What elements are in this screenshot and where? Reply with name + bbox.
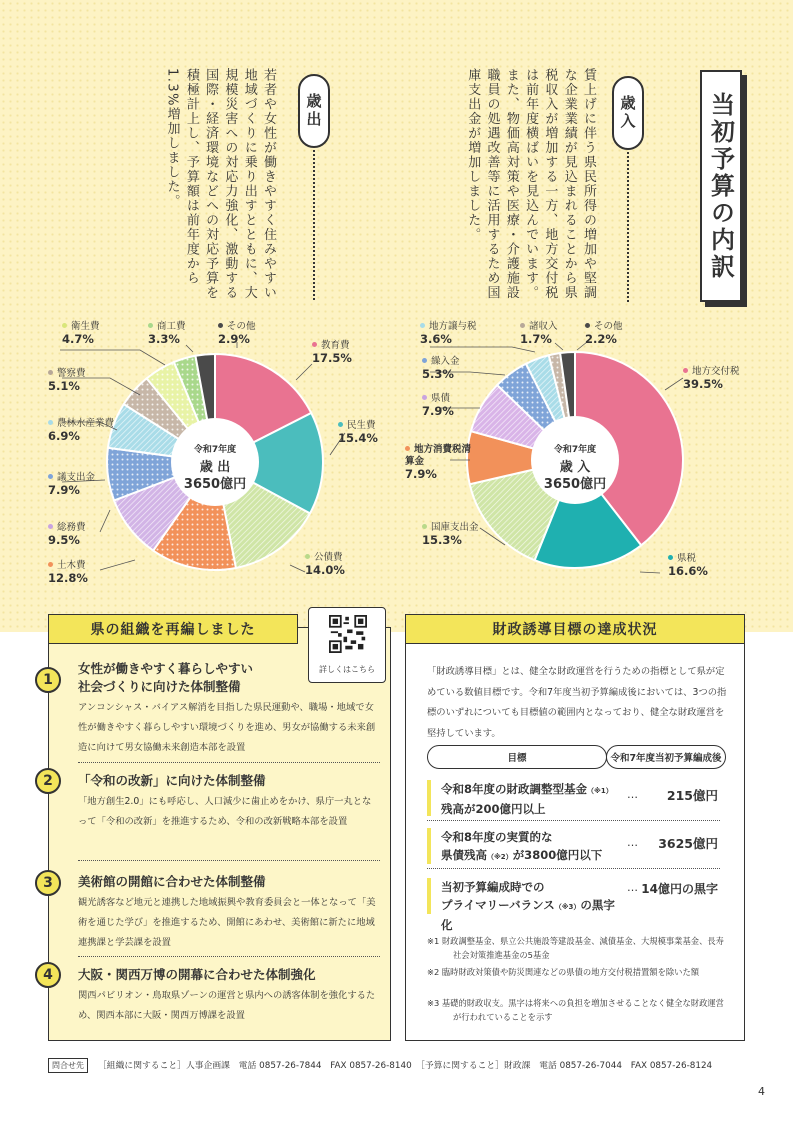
exp-dot-minsei [338, 422, 343, 427]
exp-pct-eisei: 4.7% [62, 332, 94, 346]
page-title: 当初予算の内訳 [700, 70, 742, 302]
revenue-text: 賃上げに伴う県民所得の増加や堅調な企業業績が見込まれることから県税収入が増加する一方、地方交付税は前年度横ばいを見込んでいます。また、物価高対策や医療・介護施設職員の処遇改善等に活用するため国庫支出金が増加しました。 [465, 68, 596, 300]
exp-pct-somu: 9.5% [48, 533, 80, 547]
expenditure-center-amount: 3650億円 [183, 477, 247, 492]
exp-name-kyoiku: 教育費 [321, 340, 350, 351]
rev-name-kofu: 地方交付税 [692, 366, 740, 377]
rev-label-joyo [420, 321, 477, 345]
exp-label-minsei [338, 420, 378, 444]
rev-name-joyo: 地方譲与税 [429, 321, 477, 332]
revenue-center-title: 歳 入 [559, 460, 591, 475]
org-item-1-title1: 女性が働きやすく暮らしやすい [78, 661, 254, 676]
exp-dot-other [218, 323, 223, 328]
rev-dot-kurii [422, 358, 427, 363]
rev-pct-kofu: 39.5% [683, 377, 723, 391]
goal-3-line1: 当初予算編成時での [441, 880, 545, 894]
expenditure-center-title: 歳 出 [199, 460, 231, 475]
rev-pct-kenzei: 16.6% [668, 564, 708, 578]
exp-name-eisei: 衛生費 [71, 321, 100, 332]
org-num-3: 3 [35, 870, 61, 896]
rev-name-kurii: 繰入金 [431, 356, 460, 367]
goal-1-mark1: （※1） [587, 787, 613, 795]
exp-name-kosai: 公債費 [314, 552, 343, 563]
expenditure-center-label [170, 442, 260, 493]
rev-name-shoshu: 諸収入 [529, 321, 558, 332]
exp-name-other: その他 [227, 321, 256, 332]
exp-name-shoko: 商工費 [157, 321, 186, 332]
rev-dot-shohizei [405, 446, 410, 451]
exp-pct-gishi: 7.9% [48, 483, 80, 497]
expenditure-pill: 歳出 [298, 74, 330, 148]
tab-result: 令和7年度当初予算編成後 [606, 745, 726, 769]
goal-2-value: 3625億円 [658, 836, 718, 851]
org-num-1: 1 [35, 667, 61, 693]
revenue-pill: 歳入 [612, 76, 644, 150]
tab-goal: 目標 [427, 745, 607, 769]
goal-1-dots: … [627, 788, 638, 801]
org-item-1-body: アンコンシャス・バイアス解消を目指した県民運動や、職場・地域で女性が働きやすく暮らしやすい環境づくりを進め、男女が協働する未来創造に向けて男女協働未来創造本部を設置 [78, 702, 376, 753]
rev-name-kokko: 国庫支出金 [431, 522, 479, 533]
org-item-2-body: 「地方創生2.0」にも呼応し、人口減少に歯止めをかけ、県庁一丸となって「令和の改新」を推進するため、令和の改新戦略本部を設置 [78, 796, 372, 827]
org-item-3 [78, 873, 378, 953]
revenue-pill-line [627, 152, 629, 302]
revenue-center-year: 令和7年度 [553, 445, 597, 455]
exp-dot-somu [48, 524, 53, 529]
goal-2-line2: 県債残高 [441, 848, 487, 862]
exp-name-norin: 農林水産業費 [57, 418, 115, 429]
org-item-3-title1: 美術館の開館に合わせた体制整備 [78, 874, 266, 889]
rev-label-kensai [422, 393, 454, 417]
rev-label-other [585, 321, 623, 345]
rev-pct-joyo: 3.6% [420, 332, 452, 346]
expenditure-pill-line [313, 150, 315, 300]
exp-dot-gishi [48, 474, 53, 479]
org-item-4-body: 関西パビリオン・鳥取県ゾーンの運営と県内への誘客体制を強化するため、関西本部に大阪・関西万博課を設置 [78, 990, 376, 1021]
goal-2-line1: 令和8年度の実質的な [441, 830, 553, 844]
rev-pct-other: 2.2% [585, 332, 617, 346]
goal-2-mark2: （※2） [487, 853, 513, 861]
page-number: 4 [758, 1085, 765, 1098]
org-item-2-title1: 「令和の改新」に向けた体制整備 [78, 773, 266, 788]
goal-1-line2: 残高が200億円以上 [441, 802, 546, 816]
rev-name-shohizei: 地方消費税清算金 [405, 444, 472, 467]
expenditure-center-year: 令和7年度 [193, 445, 237, 455]
rev-label-shohizei [405, 444, 475, 480]
finance-intro: 「財政誘導目標」とは、健全な財政運営を行うための指標として県が定めている数値目標です。令和7年度当初予算編成後においては、3つの指標のいずれについても目標値の範囲内となっており、健全な財政運営を堅持しています。 [427, 666, 727, 739]
exp-label-norin [48, 418, 114, 442]
org-separator [78, 860, 380, 861]
qr-code-icon[interactable] [329, 615, 367, 653]
goal-row-3 [427, 878, 720, 932]
goal-2-dots: … [627, 836, 638, 849]
goal-2-line2b: が3800億円以下 [512, 848, 603, 862]
goal-3-line2b: の黒字化 [441, 898, 615, 932]
rev-label-kenzei [668, 553, 708, 577]
exp-pct-kosai: 14.0% [305, 563, 345, 577]
rev-label-kokko [422, 522, 479, 546]
qr-caption[interactable]: 詳しくはこちら [319, 665, 375, 674]
exp-label-eisei [62, 321, 100, 345]
exp-dot-norin [48, 420, 53, 425]
exp-dot-kyoiku [312, 342, 317, 347]
finance-note-1: ※1 財政調整基金、県立公共施設等建設基金、減債基金、大規模事業基金、長寿社会対策推進基金の5基金 [427, 936, 724, 960]
exp-label-somu [48, 522, 86, 546]
contact-footer [48, 1058, 712, 1073]
exp-dot-kosai [305, 554, 310, 559]
rev-pct-shoshu: 1.7% [520, 332, 552, 346]
exp-pct-doboku: 12.8% [48, 571, 88, 585]
exp-pct-norin: 6.9% [48, 429, 80, 443]
exp-pct-keisatsu: 5.1% [48, 379, 80, 393]
revenue-center-label [530, 442, 620, 493]
rev-dot-shoshu [520, 323, 525, 328]
rev-dot-kofu [683, 368, 688, 373]
exp-label-shoko [148, 321, 186, 345]
exp-dot-doboku [48, 562, 53, 567]
goal-1-value: 215億円 [666, 788, 718, 803]
exp-name-gishi: 議支出金 [57, 472, 96, 483]
org-header: 県の組織を再編しました [48, 614, 298, 644]
org-num-2: 2 [35, 768, 61, 794]
rev-name-kensai: 県債 [431, 393, 451, 404]
rev-dot-joyo [420, 323, 425, 328]
exp-name-doboku: 土木費 [57, 560, 86, 571]
org-num-4: 4 [35, 962, 61, 988]
contact-text: ［組織に関すること］人事企画課 電話 0857-26-7844 FAX 0857-26-8140 ［予算に関すること］財政課 電話 0857-26-7044 FAX 0857-26-8124 [98, 1061, 713, 1071]
finance-note-3: ※3 基礎的財政収支。黒字は将来への負担を増加させることなく健全な財政運営が行われていることを示す [427, 998, 724, 1022]
rev-dot-kenzei [668, 555, 673, 560]
org-item-4 [78, 966, 378, 1026]
exp-dot-shoko [148, 323, 153, 328]
exp-label-keisatsu [48, 368, 86, 392]
exp-label-other [218, 321, 256, 345]
org-item-2 [78, 772, 378, 832]
goal-3-line2: プライマリーバランス [441, 898, 555, 912]
goal-separator [427, 820, 720, 821]
revenue-center-amount: 3650億円 [543, 477, 607, 492]
goal-3-value: 14億円の黒字 [641, 882, 718, 896]
exp-name-keisatsu: 警察費 [57, 368, 86, 379]
exp-pct-kyoiku: 17.5% [312, 351, 352, 365]
exp-pct-minsei: 15.4% [338, 431, 378, 445]
rev-dot-kokko [422, 524, 427, 529]
rev-label-kurii [422, 356, 460, 380]
goal-separator [427, 868, 720, 869]
rev-dot-other [585, 323, 590, 328]
finance-note-2: ※2 臨時財政対策債や防災関連などの県債の地方交付税措置額を除いた額 [427, 967, 700, 977]
goal-3-dots: … [627, 881, 638, 894]
rev-pct-kokko: 15.3% [422, 533, 462, 547]
contact-tag: 問合せ先 [48, 1058, 88, 1073]
goal-row-2 [427, 828, 720, 864]
exp-dot-keisatsu [48, 370, 53, 375]
exp-label-kyoiku [312, 340, 352, 364]
exp-name-somu: 総務費 [57, 522, 86, 533]
exp-dot-eisei [62, 323, 67, 328]
rev-label-shoshu [520, 321, 558, 345]
rev-label-kofu [683, 366, 740, 390]
exp-name-minsei: 民生費 [347, 420, 376, 431]
expenditure-text: 若者や女性が働きやすく住みやすい地域づくりに乗り出すとともに、大規模災害への対応力強化、激動する国際・経済環境などへの対応予算を積極計上し、予算額は前年度から1.3%増加しました。 [164, 68, 276, 300]
goal-3-mark2: （※3） [554, 903, 581, 911]
exp-label-gishi [48, 472, 95, 496]
exp-label-kosai [305, 552, 345, 576]
finance-header: 財政誘導目標の達成状況 [405, 614, 745, 644]
rev-pct-kurii: 5.3% [422, 367, 454, 381]
rev-pct-shohizei: 7.9% [405, 467, 437, 481]
org-item-3-body: 観光誘客など地元と連携した地域振興や教育委員会と一体となって「美術を通じた学び」を推進するため、開館にあわせ、美術館に新たに地域連携課と学芸課を設置 [78, 897, 376, 948]
goal-1-line1: 令和8年度の財政調整型基金 [441, 782, 588, 796]
rev-dot-kensai [422, 395, 427, 400]
exp-pct-other: 2.9% [218, 332, 250, 346]
org-separator [78, 762, 380, 763]
exp-label-doboku [48, 560, 88, 584]
rev-name-kenzei: 県税 [677, 553, 697, 564]
rev-name-other: その他 [594, 321, 623, 332]
exp-pct-shoko: 3.3% [148, 332, 180, 346]
goal-row-1 [427, 780, 720, 816]
org-separator [78, 956, 380, 957]
org-item-4-title1: 大阪・関西万博の開幕に合わせた体制強化 [78, 967, 316, 982]
org-item-1-title2: 社会づくりに向けた体制整備 [78, 679, 241, 694]
rev-pct-kensai: 7.9% [422, 404, 454, 418]
org-item-1 [78, 660, 378, 758]
